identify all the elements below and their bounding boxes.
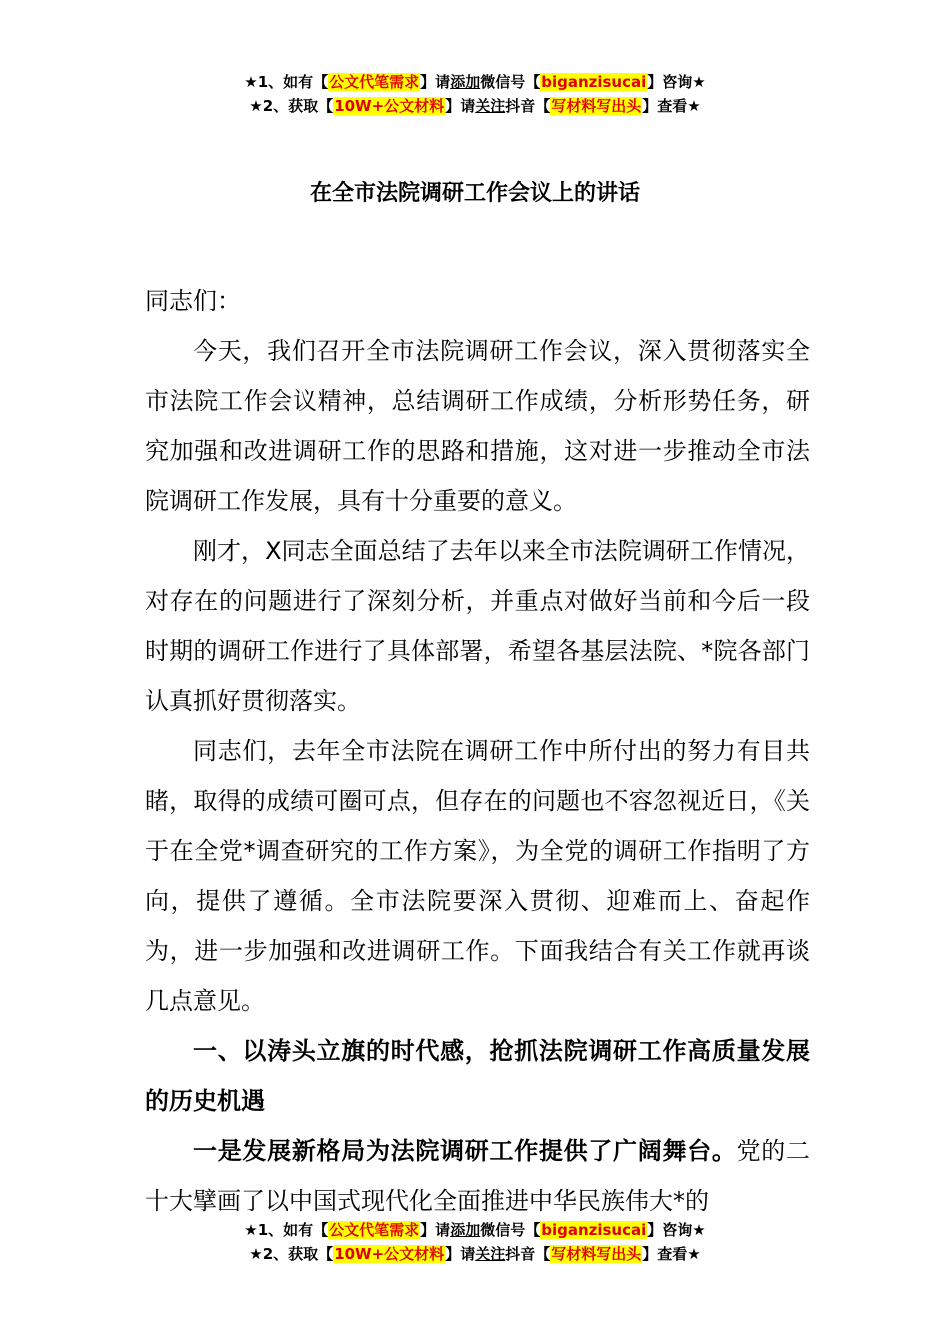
promo-line-2 [0,1242,950,1266]
wechat-id-highlight: biganzisucai [541,73,647,91]
promo-line-1 [0,1218,950,1242]
promo-text: ★2、获取【 [249,97,334,115]
promo-text: 抖音【 [505,1245,551,1263]
promo-text: 】查看★ [642,1245,701,1263]
douyin-id-highlight: 写材料写出头 [551,97,642,115]
paragraph-3: 同志们，去年全市法院在调研工作中所付出的努力有目共睹，取得的成绩可圈可点，但存在的问题也不容忽视近日，《关于在全党*调查研究的工作方案》，为全党的调研工作指明了方向，提供了遵循。全市法院要深入贯彻、迎难而上、奋起作为，进一步加强和改进调研工作。下面我结合有关工作就再谈几点意见。 [145,737,810,1015]
document-title: 在全市法院调研工作会议上的讲话 [309,181,640,206]
promo-text: 微信号【 [480,1221,541,1239]
promo-line-1 [0,70,950,94]
salutation: 同志们： [145,287,241,315]
promo-underline: 关注 [475,97,506,115]
paragraph-1: 今天，我们召开全市法院调研工作会议，深入贯彻落实全市法院工作会议精神，总结调研工作成绩，分析形势任务，研究加强和改进调研工作的思路和措施，这对进一步推动全市法院调研工作发展，具有十分重要的意义。 [145,337,810,515]
paragraph-4-lead: 一是发展新格局为法院调研工作提供了广阔舞台。 [193,1137,737,1165]
promo-line-2 [0,94,950,118]
section-heading-1: 一、以涛头立旗的时代感，抢抓法院调研工作高质量发展的历史机遇 [145,1037,810,1115]
promo-text: ★1、如有【 [244,73,329,91]
promo-footer [0,1218,950,1266]
paragraph-4 [145,1126,810,1226]
paragraph-4-text: 党的二十大擘画了以中国式现代化全面推进中华民族伟大*的 [145,1137,811,1215]
promo-highlight: 10W+公文材料 [334,97,445,115]
document-body [145,276,810,1226]
promo-text: 】请 [420,73,451,91]
promo-text: 抖音【 [505,97,551,115]
promo-highlight: 公文代笔需求 [329,73,420,91]
promo-text: 】咨询★ [647,1221,706,1239]
promo-underline: 添加 [450,73,481,91]
promo-text: 】请 [445,97,476,115]
douyin-id-highlight: 写材料写出头 [551,1245,642,1263]
promo-text: 】查看★ [642,97,701,115]
promo-header [0,70,950,118]
promo-text: 】请 [420,1221,451,1239]
promo-text: 】咨询★ [647,73,706,91]
promo-text: 微信号【 [480,73,541,91]
promo-underline: 添加 [450,1221,481,1239]
promo-text: ★2、获取【 [249,1245,334,1263]
promo-text: ★1、如有【 [244,1221,329,1239]
promo-underline: 关注 [475,1245,506,1263]
promo-text: 】请 [445,1245,476,1263]
wechat-id-highlight: biganzisucai [541,1221,647,1239]
promo-highlight: 10W+公文材料 [334,1245,445,1263]
promo-highlight: 公文代笔需求 [329,1221,420,1239]
paragraph-2: 刚才，X同志全面总结了去年以来全市法院调研工作情况，对存在的问题进行了深刻分析，并重点对做好当前和今后一段时期的调研工作进行了具体部署，希望各基层法院、*院各部门认真抓好贯彻落实。 [145,537,810,715]
